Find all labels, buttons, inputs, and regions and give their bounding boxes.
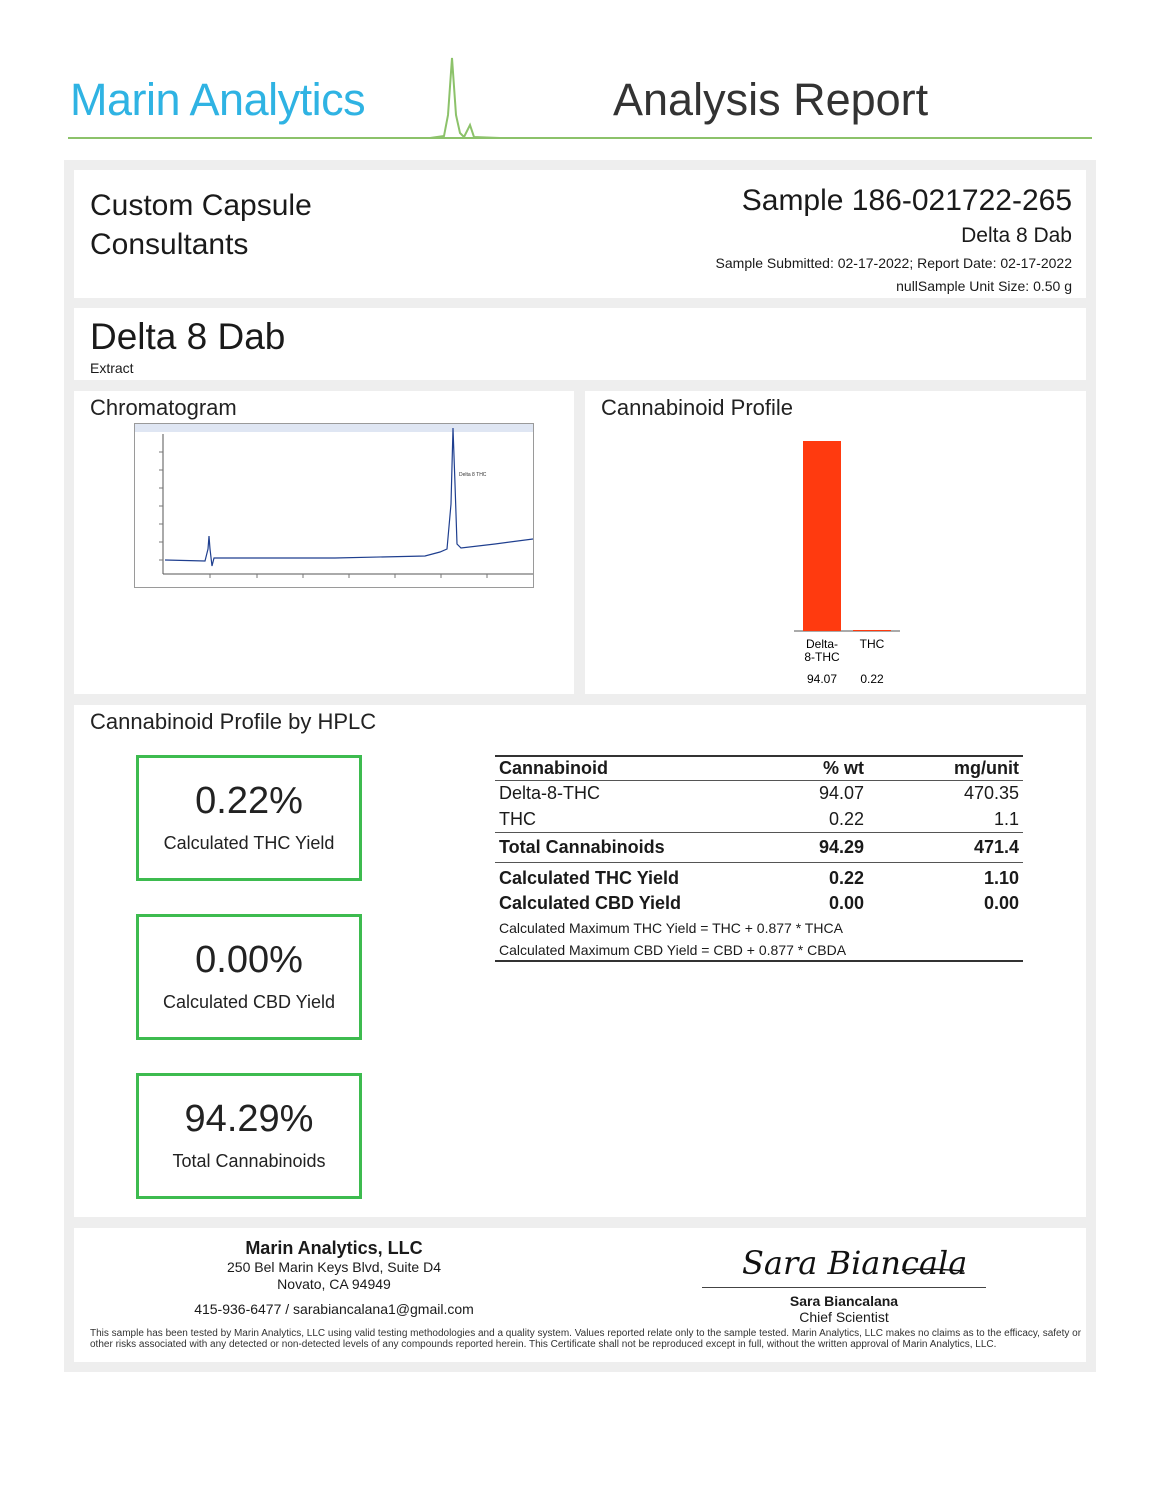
sample-dates: Sample Submitted: 02-17-2022; Report Date: 02-17-2022 xyxy=(715,255,1072,271)
brand-logo-text: Marin Analytics xyxy=(70,74,366,125)
cbd-formula-note: Calculated Maximum CBD Yield = CBD + 0.877 * CBDA xyxy=(495,939,1023,961)
thc-yield-value: 0.22% xyxy=(195,780,303,822)
report-title: Analysis Report xyxy=(613,74,929,125)
lab-address-line2: Novato, CA 94949 xyxy=(277,1276,391,1292)
peak-logo-icon xyxy=(430,55,500,145)
chromatogram-peak-label: Delta 8 THC xyxy=(459,472,487,478)
lab-info xyxy=(194,1238,474,1317)
hplc-panel xyxy=(74,705,1086,1217)
report-header xyxy=(0,0,1159,150)
signature-block xyxy=(702,1234,986,1325)
product-panel xyxy=(74,308,1086,380)
signer-title: Chief Scientist xyxy=(799,1309,889,1325)
column-header-mg-unit: mg/unit xyxy=(868,756,1023,781)
sample-unit-size: nullSample Unit Size: 0.50 g xyxy=(896,278,1072,294)
cbd-yield-value: 0.00% xyxy=(195,939,303,981)
product-type: Extract xyxy=(90,360,134,376)
chromatogram-plot xyxy=(134,423,534,588)
thc-yield-card xyxy=(136,755,362,881)
percent-wt-value: 94.07 xyxy=(818,783,864,804)
table-row xyxy=(495,807,1023,833)
chromatogram-trace xyxy=(135,424,533,587)
yield-mg-unit: 0.00 xyxy=(983,893,1019,913)
cannabinoid-name: Delta-8-THC xyxy=(499,783,601,804)
cannabinoid-name: THC xyxy=(499,808,536,829)
formula-note-row xyxy=(495,917,1023,939)
total-mg-unit: 471.4 xyxy=(868,833,1023,863)
product-name: Delta 8 Dab xyxy=(90,316,286,357)
lab-name: Marin Analytics, LLC xyxy=(245,1238,423,1258)
cannabinoid-table xyxy=(495,755,1023,962)
cbd-yield-label: Calculated CBD Yield xyxy=(162,992,336,1012)
chart-category-label: Delta-8-THC xyxy=(804,637,840,664)
chart-bar xyxy=(853,630,891,631)
percent-wt-value: 0.22 xyxy=(828,808,864,829)
yield-percent-wt: 0.22 xyxy=(828,868,864,888)
chromatogram-panel xyxy=(74,391,574,694)
total-label: Total Cannabinoids xyxy=(495,833,748,863)
thc-formula-note: Calculated Maximum THC Yield = THC + 0.877 * THCA xyxy=(499,920,843,936)
chart-category-label: THC xyxy=(859,637,885,651)
client-panel xyxy=(74,170,1086,298)
formula-note-row xyxy=(495,939,1023,961)
chromatogram-title: Chromatogram xyxy=(90,395,237,420)
total-percent-wt: 94.29 xyxy=(748,833,868,863)
total-row xyxy=(495,833,1023,863)
yield-percent-wt: 0.00 xyxy=(828,893,864,913)
footer-panel xyxy=(74,1228,1086,1362)
mg-unit-value: 1.1 xyxy=(993,808,1019,829)
profile-panel xyxy=(585,391,1086,694)
chart-value-label: 94.07 xyxy=(806,672,838,686)
client-name: Custom Capsule Consultants xyxy=(90,189,312,261)
sample-name: Delta 8 Dab xyxy=(961,224,1072,247)
thc-yield-row xyxy=(495,863,1023,891)
report-frame xyxy=(64,160,1096,1372)
profile-bar-chart xyxy=(585,391,1086,691)
chart-value-label: 0.22 xyxy=(860,672,884,686)
yield-label: Calculated THC Yield xyxy=(499,868,680,888)
table-header-row xyxy=(495,756,1023,781)
hplc-title: Cannabinoid Profile by HPLC xyxy=(90,709,377,734)
signature-line xyxy=(702,1287,986,1288)
lab-address-line1: 250 Bel Marin Keys Blvd, Suite D4 xyxy=(227,1259,441,1275)
cbd-yield-card xyxy=(136,914,362,1040)
signature-text: Sara Biancala xyxy=(742,1244,968,1280)
table-row xyxy=(495,781,1023,807)
lab-contact: 415-936-6477 / sarabiancalana1@gmail.com xyxy=(194,1301,474,1317)
column-header-cannabinoid: Cannabinoid xyxy=(495,756,748,781)
total-cannabinoids-label: Total Cannabinoids xyxy=(172,1151,326,1171)
signer-name: Sara Biancalana xyxy=(789,1293,899,1309)
mg-unit-value: 470.35 xyxy=(963,783,1019,804)
header-divider xyxy=(68,137,1092,139)
thc-yield-label: Calculated THC Yield xyxy=(163,833,335,853)
signature-image xyxy=(702,1234,986,1280)
column-header-percent-wt: % wt xyxy=(748,756,868,781)
yield-label: Calculated CBD Yield xyxy=(499,893,682,913)
total-cannabinoids-card xyxy=(136,1073,362,1199)
cbd-yield-row xyxy=(495,890,1023,917)
sample-id: Sample 186-021722-265 xyxy=(741,184,1072,217)
total-cannabinoids-value: 94.29% xyxy=(184,1098,314,1140)
disclaimer-text: This sample has been tested by Marin Analytics, LLC using valid testing methodologies and a quality system. Values reported relate only to the sample tested. Marin Analytics, LLC makes no claims as to the efficacy, safety or other risks associated with any detected or non-detected levels of any compounds reported herein. This Certificate shall not be reproduced except in full, without the written approval of Marin Analytics, LLC. xyxy=(90,1328,1082,1350)
yield-mg-unit: 1.10 xyxy=(983,868,1019,888)
profile-title: Cannabinoid Profile xyxy=(601,395,794,420)
chart-bar xyxy=(803,441,841,631)
